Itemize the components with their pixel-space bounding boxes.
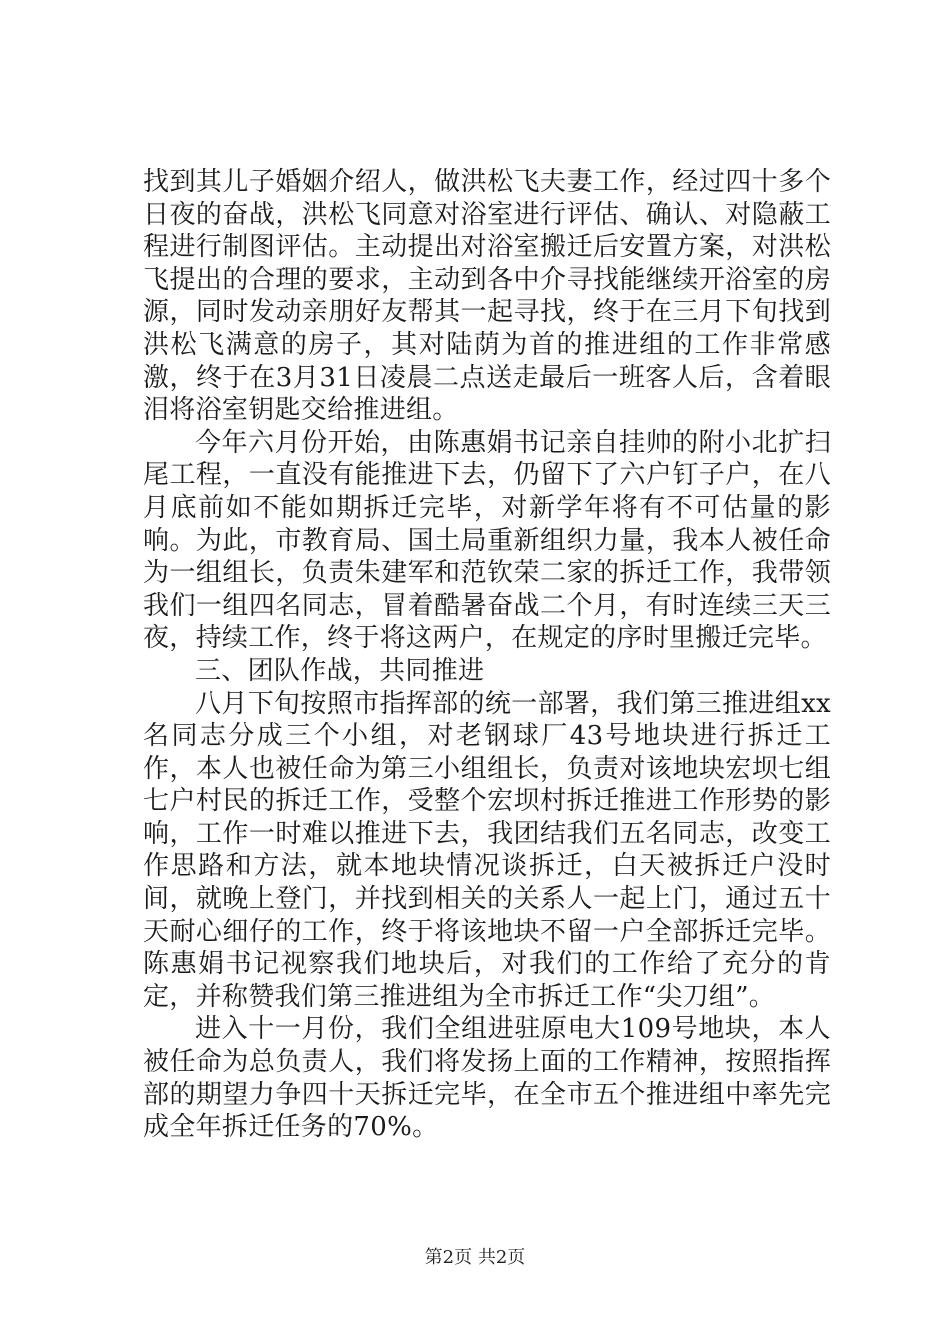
paragraph-team-work: 八月下旬按照市指挥部的统一部署，我们第三推进组xx名同志分成三个小组，对老钢球厂43号地块进行拆迁工作，本人也被任命为第三小组组长，负责对该地块宏坝七组七户村民的拆迁工作，受整个宏坝村拆迁推进工作形势的影响，工作一时难以推进下去，我团结我们五名同志，改变工作思路和方法，就本地块情况谈拆迁，白天被拆迁户没时间，就晚上登门，并找到相关的关系人一起上门，通过五十天耐心细仔的工作，终于将该地块不留一户全部拆迁完毕。陈惠娟书记视察我们地块后，对我们的工作给了充分的肯定，并称赞我们第三推进组为全市拆迁工作“尖刀组”。 bbox=[143, 688, 831, 1012]
section-heading: 三、团队作战，共同推进 bbox=[195, 655, 485, 686]
paragraph-november: 进入十一月份，我们全组进驻原电大109号地块，本人被任命为总负责人，我们将发扬上面的工作精神，按照指挥部的期望力争四十天拆迁完毕，在全市五个推进组中率先完成全年拆迁任务的70%。 bbox=[143, 1014, 831, 1143]
paragraph-bathhouse: 找到其儿子婚姻介绍人，做洪松飞夫妻工作，经过四十多个日夜的奋战，洪松飞同意对浴室进行评估、确认、对隐蔽工程进行制图评估。主动提出对浴室搬迁后安置方案，对洪松飞提出的合理的要求，主动到各中介寻找能继续开浴室的房源，同时发动亲朋好友帮其一起寻找，终于在三月下旬找到洪松飞满意的房子，其对陆荫为首的推进组的工作非常感激，终于在3月31日凌晨二点送走最后一班客人后，含着眼泪将浴室钥匙交给推进组。 bbox=[143, 167, 831, 426]
page-footer: 第2页 共2页 bbox=[424, 1247, 526, 1268]
paragraph-school-expansion: 今年六月份开始，由陈惠娟书记亲自挂帅的附小北扩扫尾工程，一直没有能推进下去，仍留下了六户钉子户，在八月底前如不能如期拆迁完毕，对新学年将有不可估量的影响。为此，市教育局、国土局重新组织力量，我本人被任命为一组组长，负责朱建军和范钦荣二家的拆迁工作，我带领我们一组四名同志，冒着酷暑奋战二个月，有时连续三天三夜，持续工作，终于将这两户，在规定的序时里搬迁完毕。 bbox=[143, 427, 831, 654]
document-body bbox=[143, 166, 831, 1144]
